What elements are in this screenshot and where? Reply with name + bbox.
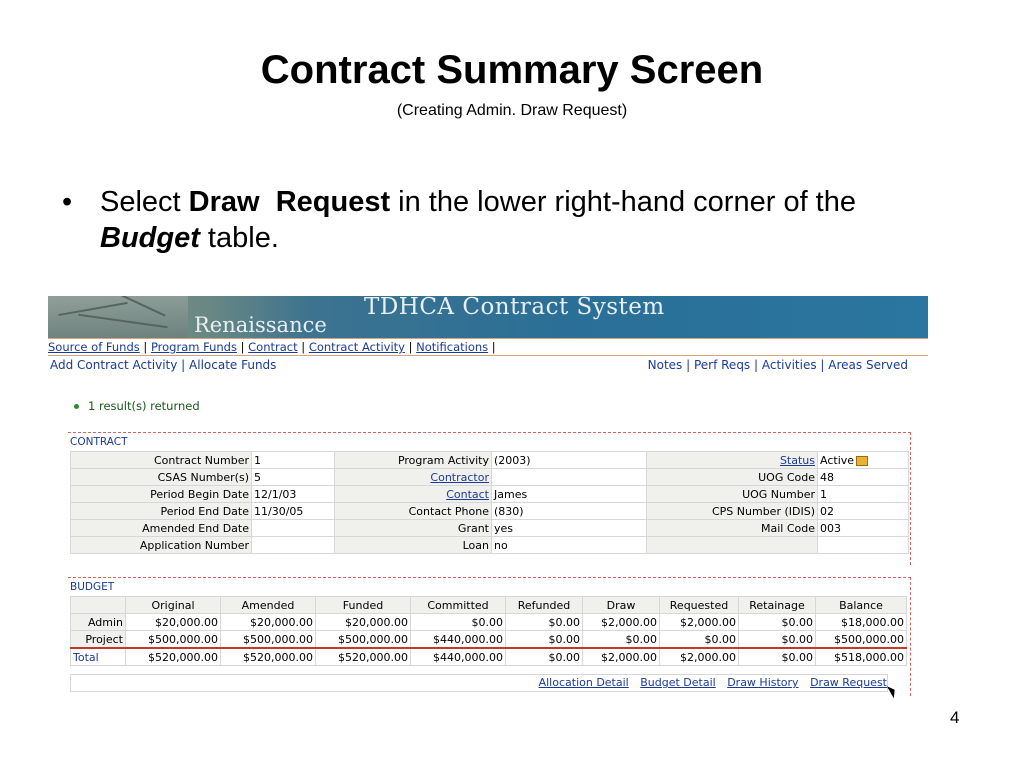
system-subtitle: Renaissance <box>194 313 327 337</box>
budget-total-row <box>71 648 907 666</box>
budget-total-cell: $0.00 <box>739 648 816 666</box>
result-text: 1 result(s) returned <box>88 399 200 413</box>
page-number: 4 <box>950 708 960 727</box>
budget-cell: Admin <box>71 614 126 631</box>
contract-label-text: Period End Date <box>160 504 249 518</box>
contract-label-text: CPS Number (IDIS) <box>711 504 815 518</box>
contract-label-text: CSAS Number(s) <box>157 470 249 484</box>
contract-value <box>252 537 335 554</box>
contract-section <box>68 432 911 565</box>
contract-label[interactable] <box>335 469 492 486</box>
instruction-post: table. <box>199 222 279 254</box>
budget-cell: $20,000.00 <box>316 614 411 631</box>
contract-row <box>71 469 909 486</box>
contract-value <box>492 520 647 537</box>
budget-total-cell: $518,000.00 <box>816 648 907 666</box>
contract-value <box>252 452 335 469</box>
contract-value <box>252 503 335 520</box>
budget-total-cell: Total <box>71 648 126 666</box>
contract-label-text: Program Activity <box>397 453 489 467</box>
contract-value <box>252 520 335 537</box>
budget-cell: $20,000.00 <box>221 614 316 631</box>
app-screenshot: TDHCA Contract System Renaissance Source of Funds | Program Funds | Contract | Contract Activity | Notifications | Add Contract Activity | Allocate Funds Notes | Perf Reqs | Activities | Areas Served 1 result(s) returned CONTRACT Contract Number 1 Program Activity (2003) Status Active CSAS Number(s) 5 Contractor UOG Code 48 Period Begin Date 12/1/03 Contact James UOG Number 1 Period End Date 11/30/05 Contact Phone (830) CPS Number (IDIS) 02 Amended End Date Grant yes Mail Code 003 Application Number Loan no BUDGET Original Amended Funded Committed Refunded Draw Requested Retainage Balance Admin $20,000.00 $20,000.00 $20,000.00 $0.00 $0.00 $2,000.00 $2,000.00 $0.00 $18,000.00 Project $500,000.00 $500,000.00 $500,000.00 $440,000.00 $0.00 $0.00 $0.00 $0.00 $500,000.00 Total $520,000.00 $520,000.00 $520,000.00 $440,000.00 $0.00 $2,000.00 $2,000.00 $0.00 $518,000.00 Allocation Detail Budget Detail Draw History Draw Request <box>48 296 928 698</box>
nav-notifications[interactable]: Notifications <box>416 340 489 354</box>
budget-cell: $20,000.00 <box>126 614 221 631</box>
budget-cell: $0.00 <box>506 631 583 649</box>
contract-label-text[interactable]: Contact <box>446 487 489 501</box>
contract-label[interactable] <box>335 486 492 503</box>
budget-total-cell: $2,000.00 <box>583 648 660 666</box>
budget-column-header: Requested <box>660 597 739 614</box>
contract-label <box>71 520 252 537</box>
areas-served-link[interactable]: Areas Served <box>828 358 908 372</box>
nav-program-funds[interactable]: Program Funds <box>150 340 237 354</box>
contract-value <box>818 537 909 554</box>
contract-value-text: Active <box>820 453 855 467</box>
budget-links <box>70 674 888 692</box>
contract-label[interactable] <box>647 452 818 469</box>
contract-value <box>252 486 335 503</box>
contract-label-text: UOG Number <box>742 487 815 501</box>
contract-value <box>492 486 647 503</box>
contract-label <box>335 537 492 554</box>
contract-row <box>71 452 909 469</box>
instruction-bold-budget: Budget <box>100 222 200 254</box>
budget-total-cell: $2,000.00 <box>660 648 739 666</box>
contract-value <box>818 486 909 503</box>
budget-table <box>70 596 907 666</box>
budget-cell: $500,000.00 <box>126 631 221 649</box>
contract-table <box>70 451 909 554</box>
budget-cell: Project <box>71 631 126 649</box>
contract-label-text: Contract Number <box>153 453 249 467</box>
contract-value-text: 11/30/05 <box>254 504 304 518</box>
contract-label <box>335 503 492 520</box>
contract-value-text: 1 <box>820 487 827 501</box>
contract-value-text: 12/1/03 <box>254 487 297 501</box>
contract-row <box>71 537 909 554</box>
contract-label <box>71 469 252 486</box>
allocation-detail-link[interactable]: Allocation Detail <box>538 676 629 689</box>
instruction-pre: Select <box>100 186 189 218</box>
contract-value-text: 003 <box>820 521 841 535</box>
budget-cell: $0.00 <box>739 614 816 631</box>
contract-label-text: Amended End Date <box>142 521 249 535</box>
contract-label <box>647 469 818 486</box>
contract-row <box>71 486 909 503</box>
budget-row <box>71 614 907 631</box>
add-contract-activity-link[interactable]: Add Contract Activity <box>50 358 178 372</box>
contract-label <box>71 537 252 554</box>
nav-source-of-funds[interactable]: Source of Funds <box>48 340 140 354</box>
budget-column-header: Refunded <box>506 597 583 614</box>
budget-cell: $0.00 <box>660 631 739 649</box>
app-banner <box>48 296 928 338</box>
contract-label <box>647 520 818 537</box>
instruction-bold-draw-request: Draw Request <box>188 186 391 218</box>
contract-value-text: 48 <box>820 470 834 484</box>
budget-cell: $0.00 <box>739 631 816 649</box>
budget-cell: $0.00 <box>506 614 583 631</box>
budget-cell: $500,000.00 <box>316 631 411 649</box>
contract-label-text: UOG Code <box>758 470 815 484</box>
contract-label <box>71 503 252 520</box>
budget-cell: $0.00 <box>411 614 506 631</box>
contract-value-text: 02 <box>820 504 834 518</box>
budget-cell: $500,000.00 <box>221 631 316 649</box>
contract-value <box>492 537 647 554</box>
system-title: TDHCA Contract System <box>364 296 665 320</box>
budget-cell: $440,000.00 <box>411 631 506 649</box>
contract-value <box>492 452 647 469</box>
instruction-text <box>100 184 960 256</box>
budget-row <box>71 631 907 649</box>
budget-total-cell: $440,000.00 <box>411 648 506 666</box>
nav-contract-activity[interactable]: Contract Activity <box>308 340 405 354</box>
contract-label-text[interactable]: Contractor <box>430 470 489 484</box>
budget-column-header: Committed <box>411 597 506 614</box>
contract-value <box>818 520 909 537</box>
activities-link[interactable]: Activities <box>761 358 817 372</box>
contract-value <box>818 452 909 469</box>
budget-total-cell: $520,000.00 <box>221 648 316 666</box>
contract-value-text: yes <box>494 521 514 535</box>
result-message <box>74 399 200 413</box>
draw-history-link[interactable]: Draw History <box>727 676 799 689</box>
contract-label-text: Contact Phone <box>408 504 489 518</box>
instruction-mid: in the lower right-hand corner of the <box>390 186 856 218</box>
perf-reqs-link[interactable]: Perf Reqs <box>693 358 751 372</box>
budget-column-header: Balance <box>816 597 907 614</box>
budget-column-header: Funded <box>316 597 411 614</box>
budget-cell: $2,000.00 <box>583 614 660 631</box>
contract-label <box>335 520 492 537</box>
budget-header: BUDGET <box>70 581 115 593</box>
result-bullet-icon <box>74 404 79 409</box>
slide-subtitle: (Creating Admin. Draw Request) <box>396 102 628 119</box>
contract-row <box>71 503 909 520</box>
contract-value-text: (830) <box>494 504 524 518</box>
contract-row <box>71 520 909 537</box>
budget-column-header: Original <box>126 597 221 614</box>
contract-value <box>492 503 647 520</box>
contract-value <box>818 469 909 486</box>
nav-contract[interactable]: Contract <box>248 340 298 354</box>
lock-icon <box>856 456 868 466</box>
budget-column-header: Retainage <box>739 597 816 614</box>
contract-value-text: 1 <box>254 453 261 467</box>
contract-value-text: James <box>494 487 528 501</box>
budget-cell: $2,000.00 <box>660 614 739 631</box>
draw-request-link[interactable]: Draw Request <box>810 676 887 689</box>
contract-value <box>252 469 335 486</box>
contract-label <box>647 503 818 520</box>
contract-value-text: no <box>494 538 508 552</box>
budget-column-header <box>71 597 126 614</box>
contract-value-text: (2003) <box>494 453 531 467</box>
contract-label-text: Grant <box>457 521 489 535</box>
contract-label-text: Loan <box>462 538 489 552</box>
allocate-funds-link[interactable]: Allocate Funds <box>189 358 277 372</box>
contract-label <box>335 452 492 469</box>
budget-cell: $18,000.00 <box>816 614 907 631</box>
bullet-symbol: • <box>62 186 73 218</box>
contract-value <box>492 469 647 486</box>
contract-label <box>71 486 252 503</box>
budget-cell: $0.00 <box>583 631 660 649</box>
contract-value <box>818 503 909 520</box>
budget-total-cell: $0.00 <box>506 648 583 666</box>
contract-label-text[interactable]: Status <box>779 453 815 467</box>
budget-cell: $500,000.00 <box>816 631 907 649</box>
contract-label <box>71 452 252 469</box>
contract-value-text: 5 <box>254 470 261 484</box>
contract-label-text: Application Number <box>139 538 249 552</box>
budget-header-row <box>71 597 907 614</box>
budget-column-header: Draw <box>583 597 660 614</box>
main-nav: Source of Funds | Program Funds | Contract | Contract Activity | Notifications | <box>48 338 928 356</box>
contract-label <box>647 537 818 554</box>
budget-total-cell: $520,000.00 <box>126 648 221 666</box>
contract-label <box>647 486 818 503</box>
budget-detail-link[interactable]: Budget Detail <box>640 676 716 689</box>
contract-label-text: Period Begin Date <box>150 487 249 501</box>
slide-title: Contract Summary Screen <box>260 48 764 92</box>
budget-column-header: Amended <box>221 597 316 614</box>
contract-header: CONTRACT <box>70 436 128 448</box>
tree-logo <box>48 296 188 338</box>
budget-total-cell: $520,000.00 <box>316 648 411 666</box>
notes-link[interactable]: Notes <box>647 358 683 372</box>
contract-label-text: Mail Code <box>760 521 815 535</box>
